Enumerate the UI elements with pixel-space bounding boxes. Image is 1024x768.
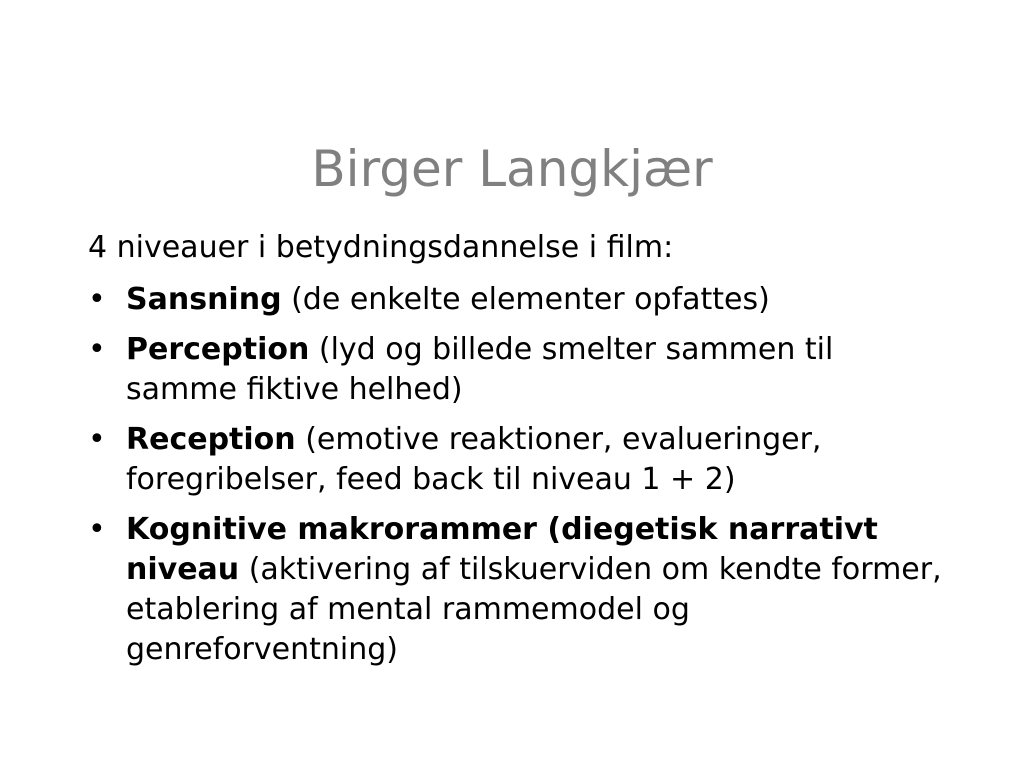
bullet-description: (emotive reaktioner, evalueringer, foregribelser, feed back til niveau 1 + 2): [126, 422, 822, 497]
bullet-term: Perception: [126, 332, 310, 367]
bullet-description: (lyd og billede smelter sammen til samme fiktive helhed): [126, 332, 834, 407]
bullet-dot-icon: •: [88, 332, 106, 367]
bullet-dot-icon: •: [88, 512, 106, 547]
bullet-item-kognitive-makrorammer: [88, 510, 948, 670]
bullet-description: (de enkelte elementer opfattes): [281, 282, 770, 317]
bullet-item-reception: [88, 420, 948, 500]
bullet-description: (aktivering af tilskuerviden om kendte former, etablering af mental rammemodel og genreforventning): [126, 552, 942, 667]
slide-title: Birger Langkjær: [311, 139, 713, 198]
bullet-item-sansning: [88, 280, 948, 320]
bullet-list: [88, 280, 948, 680]
bullet-term: Kognitive makrorammer (diegetisk narrativt niveau: [126, 512, 878, 587]
bullet-item-perception: [88, 330, 948, 410]
bullet-dot-icon: •: [88, 422, 106, 457]
intro-text: 4 niveauer i betydningsdannelse i film:: [88, 230, 674, 265]
bullet-term: Reception: [126, 422, 296, 457]
bullet-term: Sansning: [126, 282, 282, 317]
bullet-dot-icon: •: [88, 282, 106, 317]
